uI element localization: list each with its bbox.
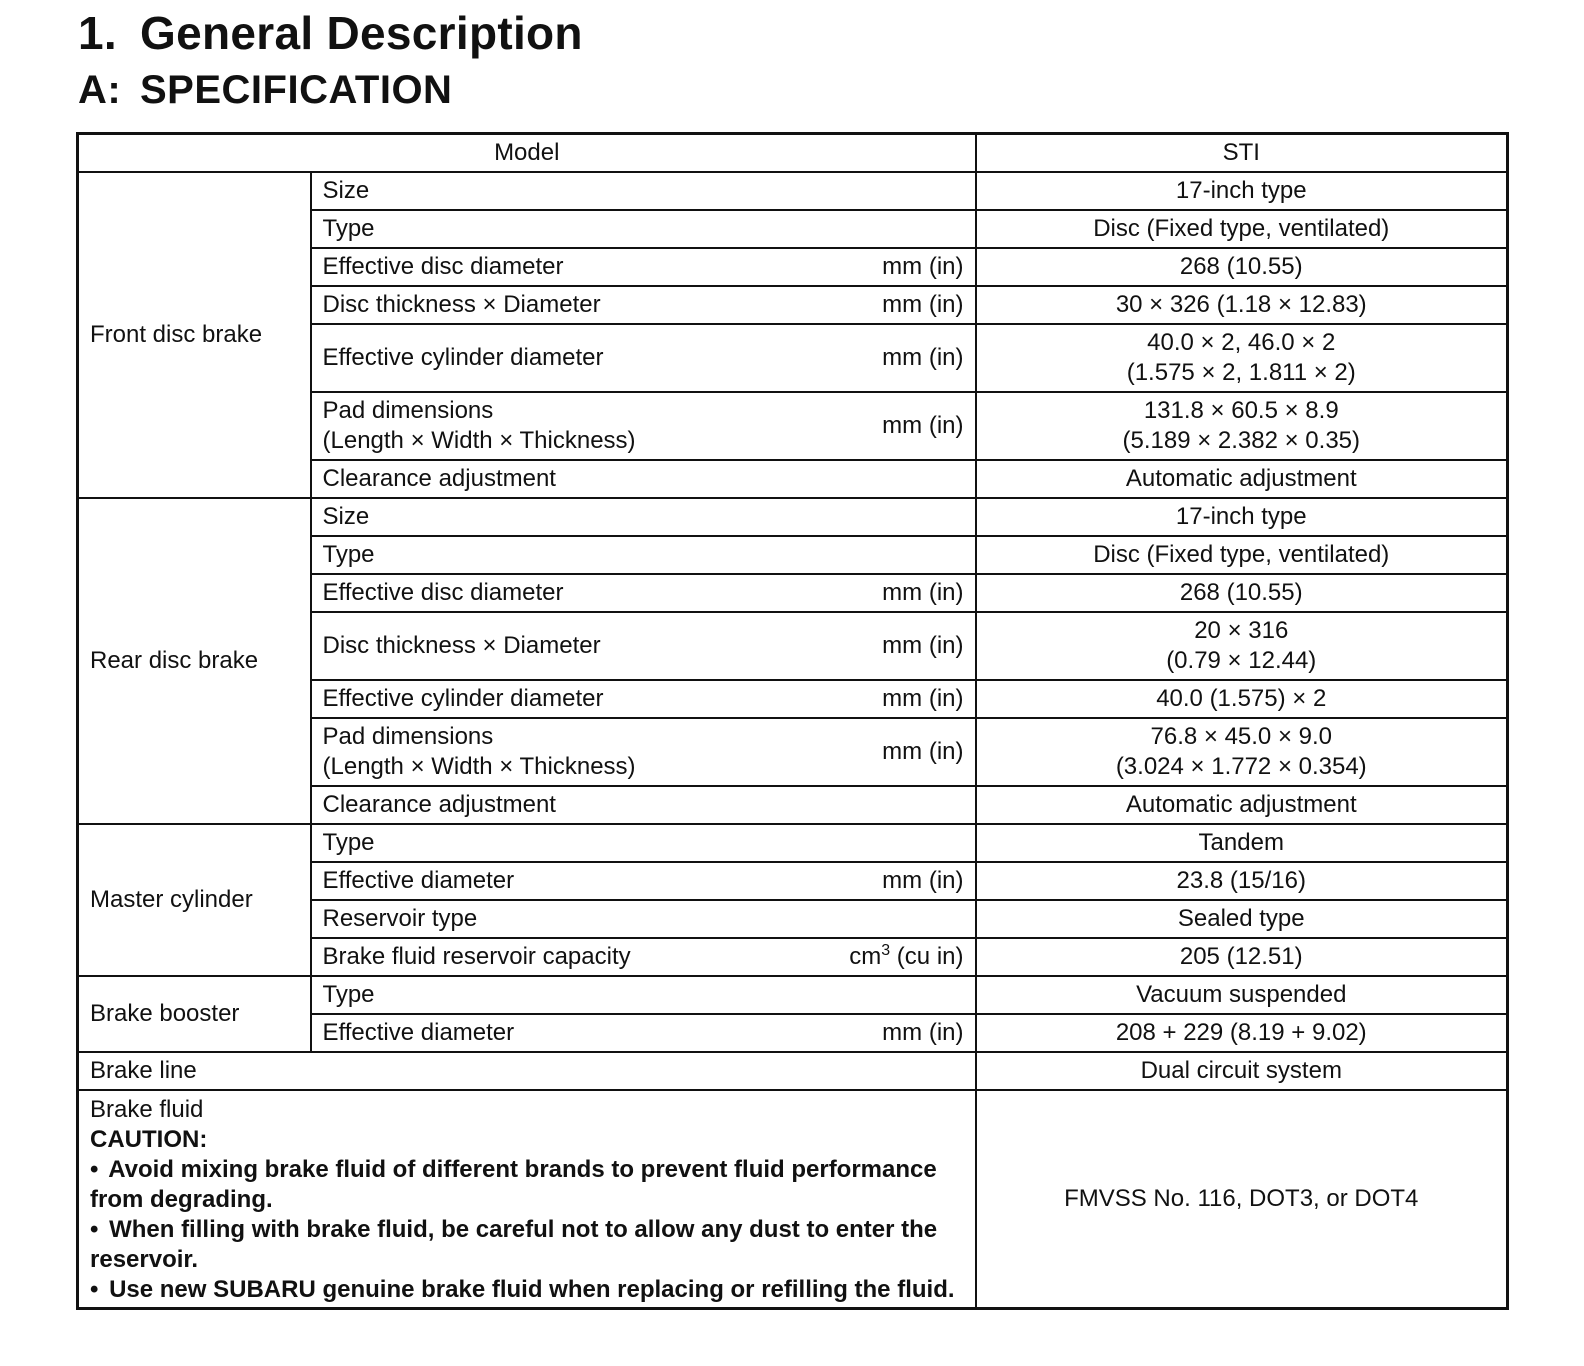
model-header: Model bbox=[78, 134, 976, 173]
title-number: 1. bbox=[78, 7, 117, 59]
item-label: Type bbox=[311, 824, 976, 862]
item-label-line-2: (Length × Width × Thickness) bbox=[322, 427, 636, 454]
item-unit: mm (in) bbox=[882, 253, 964, 280]
item-unit: mm (in) bbox=[882, 1019, 964, 1046]
item-value: Disc (Fixed type, ventilated) bbox=[976, 536, 1508, 574]
item-label: Clearance adjustment bbox=[311, 460, 976, 498]
item-value-line-1: 76.8 × 45.0 × 9.0 bbox=[1150, 723, 1332, 750]
item-value-line-1: 40.0 × 2, 46.0 × 2 bbox=[1147, 329, 1336, 356]
item-cell bbox=[311, 574, 976, 612]
item-unit: mm (in) bbox=[882, 632, 964, 659]
item-value: 208 + 229 (8.19 + 9.02) bbox=[976, 1014, 1508, 1052]
item-cell bbox=[311, 1014, 976, 1052]
item-value: Automatic adjustment bbox=[976, 786, 1508, 824]
group-brake-booster: Brake booster bbox=[78, 976, 311, 1052]
item-unit bbox=[849, 942, 963, 972]
item-label: Size bbox=[311, 172, 976, 210]
table-row bbox=[78, 498, 1508, 536]
item-value-line-2: (1.575 × 2, 1.811 × 2) bbox=[1126, 359, 1356, 386]
caution-item bbox=[90, 1275, 964, 1305]
item-label-line-1: Pad dimensions bbox=[322, 723, 494, 750]
table-header-row bbox=[78, 134, 1508, 173]
unit-base: cm bbox=[849, 943, 882, 970]
brake-fluid-value: FMVSS No. 116, DOT3, or DOT4 bbox=[976, 1090, 1508, 1309]
item-unit: mm (in) bbox=[882, 412, 964, 439]
item-label: Type bbox=[311, 210, 976, 248]
item-unit: mm (in) bbox=[882, 685, 964, 712]
item-label: Effective diameter bbox=[322, 867, 515, 894]
model-value-header: STI bbox=[976, 134, 1508, 173]
item-cell bbox=[311, 680, 976, 718]
unit-rest: (cu in) bbox=[890, 943, 964, 970]
item-cell bbox=[311, 862, 976, 900]
item-value: 268 (10.55) bbox=[976, 248, 1508, 286]
brake-fluid-cell bbox=[78, 1090, 976, 1309]
item-unit: mm (in) bbox=[882, 867, 964, 894]
item-value bbox=[976, 718, 1508, 786]
item-value: Tandem bbox=[976, 824, 1508, 862]
item-label: Effective diameter bbox=[322, 1019, 515, 1046]
item-label: Effective cylinder diameter bbox=[322, 344, 604, 371]
item-label: Brake fluid reservoir capacity bbox=[322, 943, 631, 970]
section-number: A: bbox=[78, 68, 122, 112]
table-row bbox=[78, 172, 1508, 210]
item-cell bbox=[311, 286, 976, 324]
caution-text: Use new SUBARU genuine brake fluid when replacing or refilling the fluid. bbox=[109, 1276, 955, 1303]
item-label-line-1: Pad dimensions bbox=[322, 397, 494, 424]
item-value-line-1: 20 × 316 bbox=[1194, 617, 1289, 644]
item-value-line-2: (3.024 × 1.772 × 0.354) bbox=[1115, 753, 1367, 780]
item-value: Vacuum suspended bbox=[976, 976, 1508, 1014]
item-value: Disc (Fixed type, ventilated) bbox=[976, 210, 1508, 248]
item-label: Effective disc diameter bbox=[322, 579, 564, 606]
item-label: Reservoir type bbox=[311, 900, 976, 938]
brake-fluid-label: Brake fluid bbox=[90, 1096, 204, 1123]
caution-title: CAUTION: bbox=[90, 1126, 208, 1153]
bullet: • bbox=[90, 1216, 99, 1243]
item-cell bbox=[311, 324, 976, 392]
table-row bbox=[78, 1052, 1508, 1090]
table-row bbox=[78, 1090, 1508, 1309]
item-value bbox=[976, 324, 1508, 392]
group-front-disc-brake: Front disc brake bbox=[78, 172, 311, 498]
item-label: Effective disc diameter bbox=[322, 253, 564, 280]
specification-table bbox=[76, 132, 1509, 1310]
caution-item bbox=[90, 1155, 964, 1215]
item-value: Automatic adjustment bbox=[976, 460, 1508, 498]
page-title bbox=[78, 6, 583, 60]
caution-item bbox=[90, 1215, 964, 1275]
item-cell bbox=[311, 938, 976, 976]
item-cell bbox=[311, 718, 976, 786]
item-label: Type bbox=[311, 976, 976, 1014]
item-value: 30 × 326 (1.18 × 12.83) bbox=[976, 286, 1508, 324]
item-value-line-2: (5.189 × 2.382 × 0.35) bbox=[1122, 427, 1360, 454]
item-unit: mm (in) bbox=[882, 579, 964, 606]
bullet: • bbox=[90, 1156, 99, 1183]
item-cell bbox=[311, 248, 976, 286]
caution-text: Avoid mixing brake fluid of different brands to prevent fluid performance from degrading. bbox=[90, 1156, 937, 1213]
item-unit: mm (in) bbox=[882, 291, 964, 318]
item-label-line-2: (Length × Width × Thickness) bbox=[322, 753, 636, 780]
item-cell bbox=[311, 612, 976, 680]
item-label: Effective cylinder diameter bbox=[322, 685, 604, 712]
caution-text: When filling with brake fluid, be careful not to allow any dust to enter the reservoir. bbox=[90, 1216, 938, 1273]
item-value-line-2: (0.79 × 12.44) bbox=[1166, 647, 1317, 674]
item-value: 205 (12.51) bbox=[976, 938, 1508, 976]
item-unit: mm (in) bbox=[882, 344, 964, 371]
group-master-cylinder: Master cylinder bbox=[78, 824, 311, 976]
item-value: 17-inch type bbox=[976, 172, 1508, 210]
section-text: SPECIFICATION bbox=[140, 68, 453, 112]
group-rear-disc-brake: Rear disc brake bbox=[78, 498, 311, 824]
brake-line-label: Brake line bbox=[78, 1052, 976, 1090]
item-label: Disc thickness × Diameter bbox=[322, 291, 601, 318]
item-value: 17-inch type bbox=[976, 498, 1508, 536]
item-label: Clearance adjustment bbox=[311, 786, 976, 824]
bullet: • bbox=[90, 1276, 99, 1303]
table-row bbox=[78, 824, 1508, 862]
title-text: General Description bbox=[140, 7, 583, 59]
item-value: 268 (10.55) bbox=[976, 574, 1508, 612]
item-label: Disc thickness × Diameter bbox=[322, 632, 601, 659]
unit-superscript: 3 bbox=[881, 942, 891, 959]
item-value: 23.8 (15/16) bbox=[976, 862, 1508, 900]
item-cell bbox=[311, 392, 976, 460]
item-value bbox=[976, 612, 1508, 680]
item-value-line-1: 131.8 × 60.5 × 8.9 bbox=[1143, 397, 1339, 424]
item-label: Size bbox=[311, 498, 976, 536]
section-title bbox=[78, 68, 452, 113]
item-value: 40.0 (1.575) × 2 bbox=[976, 680, 1508, 718]
item-unit: mm (in) bbox=[882, 738, 964, 765]
item-label: Type bbox=[311, 536, 976, 574]
item-value bbox=[976, 392, 1508, 460]
item-value: Sealed type bbox=[976, 900, 1508, 938]
brake-line-value: Dual circuit system bbox=[976, 1052, 1508, 1090]
table-row bbox=[78, 976, 1508, 1014]
